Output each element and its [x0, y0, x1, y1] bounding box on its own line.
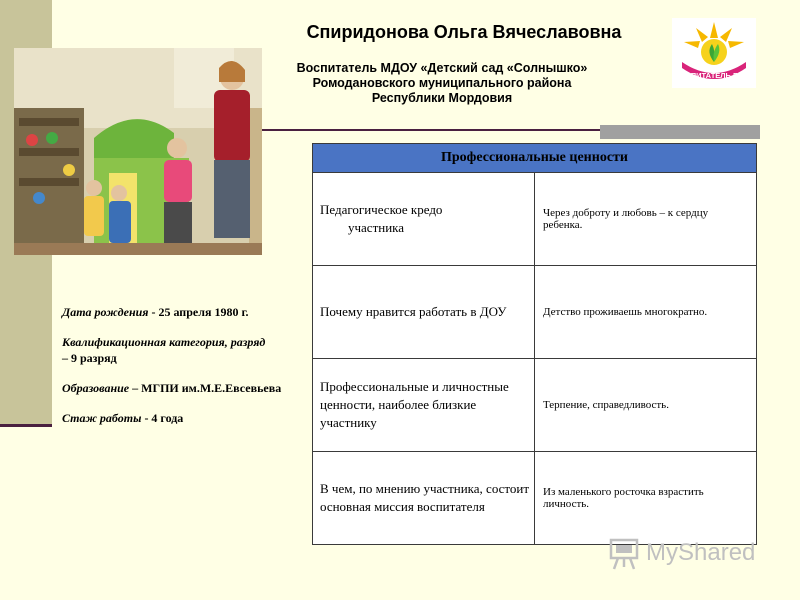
logo-text: ВОСПИТАТЕЛЬ ГОДА	[674, 71, 754, 80]
professional-values-table	[312, 143, 757, 545]
question-cell: В чем, по мнению участника, состоит основная миссия воспитателя	[313, 452, 535, 545]
question-cell	[313, 173, 535, 266]
education-value: – МГПИ им.М.Е.Евсевьева	[129, 381, 282, 395]
answer-cell: Из маленького росточка взрастить личность.	[535, 452, 757, 545]
header-divider-line	[262, 129, 600, 131]
experience-line	[62, 410, 302, 426]
table-header: Профессиональные ценности	[313, 144, 757, 173]
table-header-row	[313, 144, 757, 173]
header-divider-bar	[600, 125, 760, 139]
question-cell: Почему нравится работать в ДОУ	[313, 266, 535, 359]
category-value: – 9 разряд	[62, 351, 117, 365]
birth-date-separator: -	[148, 305, 159, 319]
education-label: Образование	[62, 381, 130, 395]
watermark-text: MyShared	[646, 539, 756, 566]
answer-cell: Терпение, справедливость.	[535, 359, 757, 452]
subtitle-line-1: Воспитатель МДОУ «Детский сад «Солнышко»	[296, 61, 588, 75]
teacher-subtitle	[270, 61, 614, 106]
birth-date-value: 25 апреля 1980 г.	[158, 305, 249, 319]
answer-cell: Через доброту и любовь – к сердцу ребенка.	[535, 173, 757, 266]
category-label: Квалификационная категория, разряд	[62, 335, 266, 349]
teacher-name: Спиридонова Ольга Вячеславовна	[306, 22, 622, 42]
table-row	[313, 359, 757, 452]
question-line-1: Педагогическое кредо	[320, 202, 443, 217]
sun-logo-icon	[672, 18, 756, 88]
table-row	[313, 173, 757, 266]
subtitle-line-3: Республики Мордовия	[371, 91, 513, 105]
experience-label: Стаж работы	[62, 411, 142, 425]
question-cell: Профессиональные и личностные ценности, наиболее близкие участнику	[313, 359, 535, 452]
side-divider	[0, 424, 52, 427]
question-line-2: участника	[348, 220, 405, 235]
birth-date-line	[62, 304, 302, 320]
myshared-watermark	[608, 537, 768, 571]
teacher-photo	[14, 48, 262, 255]
subtitle-line-2: Ромодановского муниципального района	[312, 76, 572, 90]
birth-date-label: Дата рождения	[62, 305, 149, 319]
teacher-of-year-logo	[672, 18, 756, 88]
personal-info	[62, 304, 302, 440]
answer-cell: Детство проживаешь многократно.	[535, 266, 757, 359]
presentation-board-icon	[608, 537, 642, 571]
experience-value: - 4 года	[141, 411, 184, 425]
table-row	[313, 266, 757, 359]
table-row	[313, 452, 757, 545]
photo-illustration	[14, 48, 262, 255]
category-line	[62, 334, 302, 366]
education-line	[62, 380, 302, 396]
